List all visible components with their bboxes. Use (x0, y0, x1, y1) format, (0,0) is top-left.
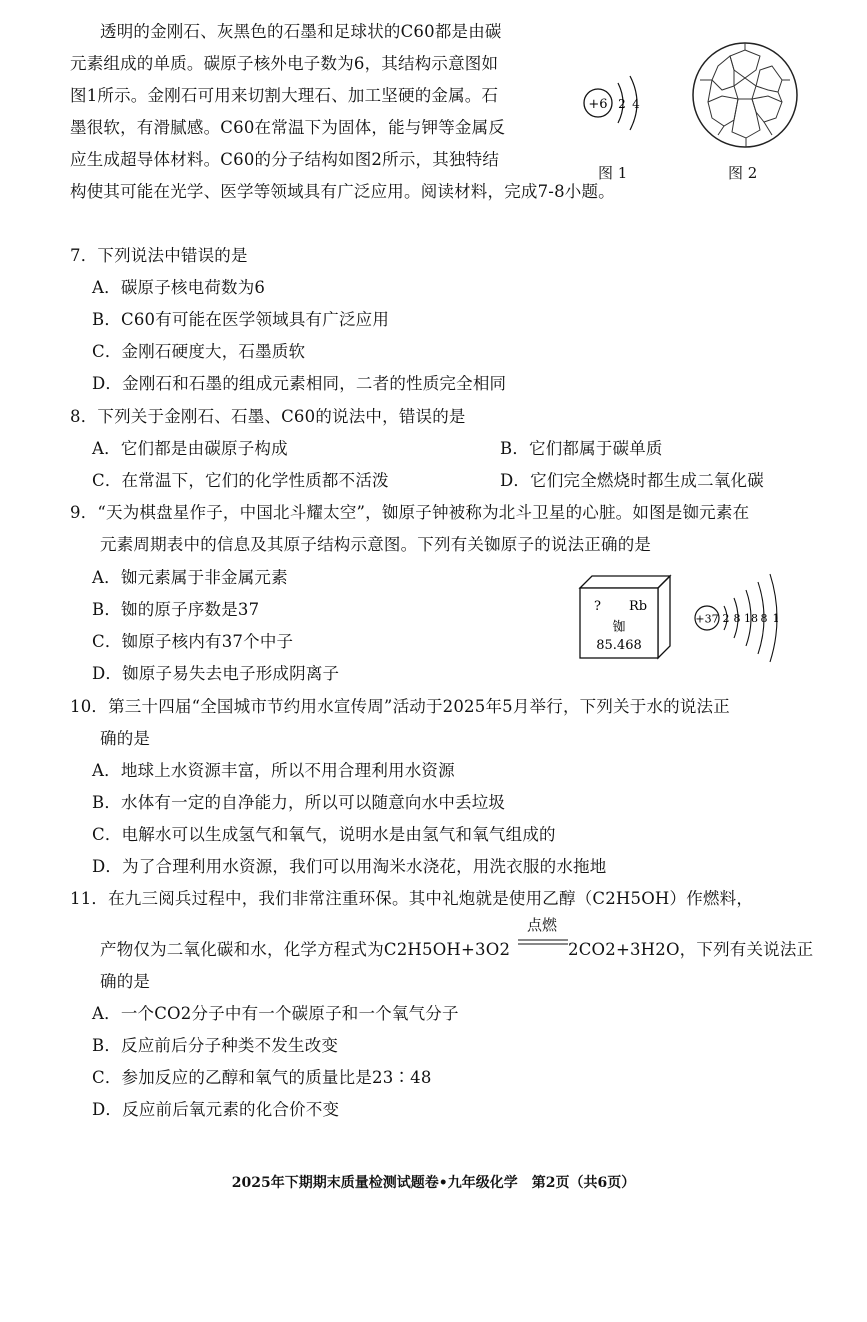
question-9-stem-line-1: 9．“天为棋盘星作子，中国北斗耀太空”，铷原子钟被称为北斗卫星的心脏。如图是铷元素在 (70, 503, 750, 522)
rubidium-atomic-mass: 85.468 (596, 638, 642, 653)
question-8-option-c: C．在常温下，它们的化学性质都不活泼 (92, 471, 389, 490)
question-10-option-b: B．水体有一定的自净能力，所以可以随意向水中丢垃圾 (92, 793, 506, 812)
question-9-option-d: D．铷原子易失去电子形成阴离子 (92, 664, 340, 683)
question-8-stem: 8．下列关于金刚石、石墨、C60的说法中，错误的是 (70, 407, 466, 426)
intro-line-2: 元素组成的单质。碳原子核外电子数为6，其结构示意图如 (70, 54, 499, 73)
intro-line-1: 透明的金刚石、灰黑色的石墨和足球状的C60都是由碳 (100, 22, 502, 41)
question-7-option-a: A．碳原子核电荷数为6 (92, 278, 266, 297)
c60-molecule-figure (690, 40, 800, 150)
question-11-equation-left: 产物仅为二氧化碳和水，化学方程式为C2H5OH+3O2 (100, 940, 511, 959)
question-9-option-c: C．铷原子核内有37个中子 (92, 632, 294, 651)
question-10-stem-line-2: 确的是 (100, 729, 151, 748)
rubidium-nucleus-label: +37 (695, 612, 719, 626)
question-7-option-c: C．金刚石硬度大，石墨质软 (92, 342, 306, 361)
question-8-option-a: A．它们都是由碳原子构成 (92, 439, 288, 458)
carbon-shell-2: 4 (632, 97, 640, 111)
question-9-option-a: A．铷元素属于非金属元素 (92, 568, 288, 587)
carbon-shell-1: 2 (618, 97, 626, 111)
rubidium-shell-2: 8 (733, 612, 741, 625)
rubidium-element-cell (578, 574, 678, 662)
question-11-option-d: D．反应前后氧元素的化合价不变 (92, 1100, 340, 1119)
intro-line-5: 应生成超导体材料。C60的分子结构如图2所示，其独特结 (70, 150, 500, 169)
rubidium-shell-1: 2 (722, 612, 730, 625)
rubidium-atom-diagram (692, 566, 792, 662)
question-10-option-c: C．电解水可以生成氢气和氧气，说明水是由氢气和氧气组成的 (92, 825, 556, 844)
question-11-option-c: C．参加反应的乙醇和氧气的质量比是23∶48 (92, 1068, 432, 1087)
intro-line-3: 图1所示。金刚石可用来切割大理石、加工坚硬的金属。石 (70, 86, 499, 105)
carbon-atom-diagram (580, 58, 670, 148)
question-11-option-a: A．一个CO2分子中有一个碳原子和一个氧气分子 (92, 1004, 459, 1023)
figure-2-caption: 图 2 (728, 164, 758, 182)
carbon-nucleus-label: +6 (588, 97, 608, 112)
question-9-option-b: B．铷的原子序数是37 (92, 600, 260, 619)
question-7-option-d: D．金刚石和石墨的组成元素相同，二者的性质完全相同 (92, 374, 507, 393)
question-10-stem-line-1: 10．第三十四届“全国城市节约用水宣传周”活动于2025年5月举行，下列关于水的说法正 (70, 697, 730, 716)
rubidium-atomic-number: ? (594, 599, 601, 614)
rubidium-name: 铷 (612, 620, 626, 635)
reaction-condition: 点燃 (527, 916, 558, 934)
rubidium-shell-5: 1 (772, 612, 780, 625)
page-footer: 2025年下期期末质量检测试题卷•九年级化学 第2页（共6页） (231, 1175, 636, 1191)
question-8-option-d: D．它们完全燃烧时都生成二氧化碳 (500, 471, 764, 490)
reaction-arrow (518, 936, 568, 948)
question-11-stem-line-3: 确的是 (100, 972, 151, 991)
rubidium-shell-4: 8 (760, 612, 768, 625)
question-7-option-b: B．C60有可能在医学领域具有广泛应用 (92, 310, 390, 329)
question-9-stem-line-2: 元素周期表中的信息及其原子结构示意图。下列有关铷原子的说法正确的是 (100, 535, 652, 554)
question-11-equation-right: 2CO2+3H2O，下列有关说法正 (568, 940, 814, 959)
rubidium-symbol: Rb (628, 599, 648, 614)
question-10-option-d: D．为了合理利用水资源，我们可以用淘米水浇花，用洗衣服的水拖地 (92, 857, 607, 876)
intro-line-4: 墨很软，有滑腻感。C60在常温下为固体，能与钾等金属反 (70, 118, 506, 137)
question-8-option-b: B．它们都属于碳单质 (500, 439, 663, 458)
question-11-option-b: B．反应前后分子种类不发生改变 (92, 1036, 339, 1055)
rubidium-shell-3: 18 (744, 612, 758, 625)
question-7-stem: 7．下列说法中错误的是 (70, 246, 248, 265)
question-11-stem-line-1: 11．在九三阅兵过程中，我们非常注重环保。其中礼炮就是使用乙醇（C2H5OH）作燃料， (70, 889, 754, 908)
figure-1-caption: 图 1 (598, 164, 628, 182)
intro-line-6: 构使其可能在光学、医学等领域具有广泛应用。阅读材料，完成7-8小题。 (70, 182, 615, 201)
question-10-option-a: A．地球上水资源丰富，所以不用合理利用水资源 (92, 761, 455, 780)
